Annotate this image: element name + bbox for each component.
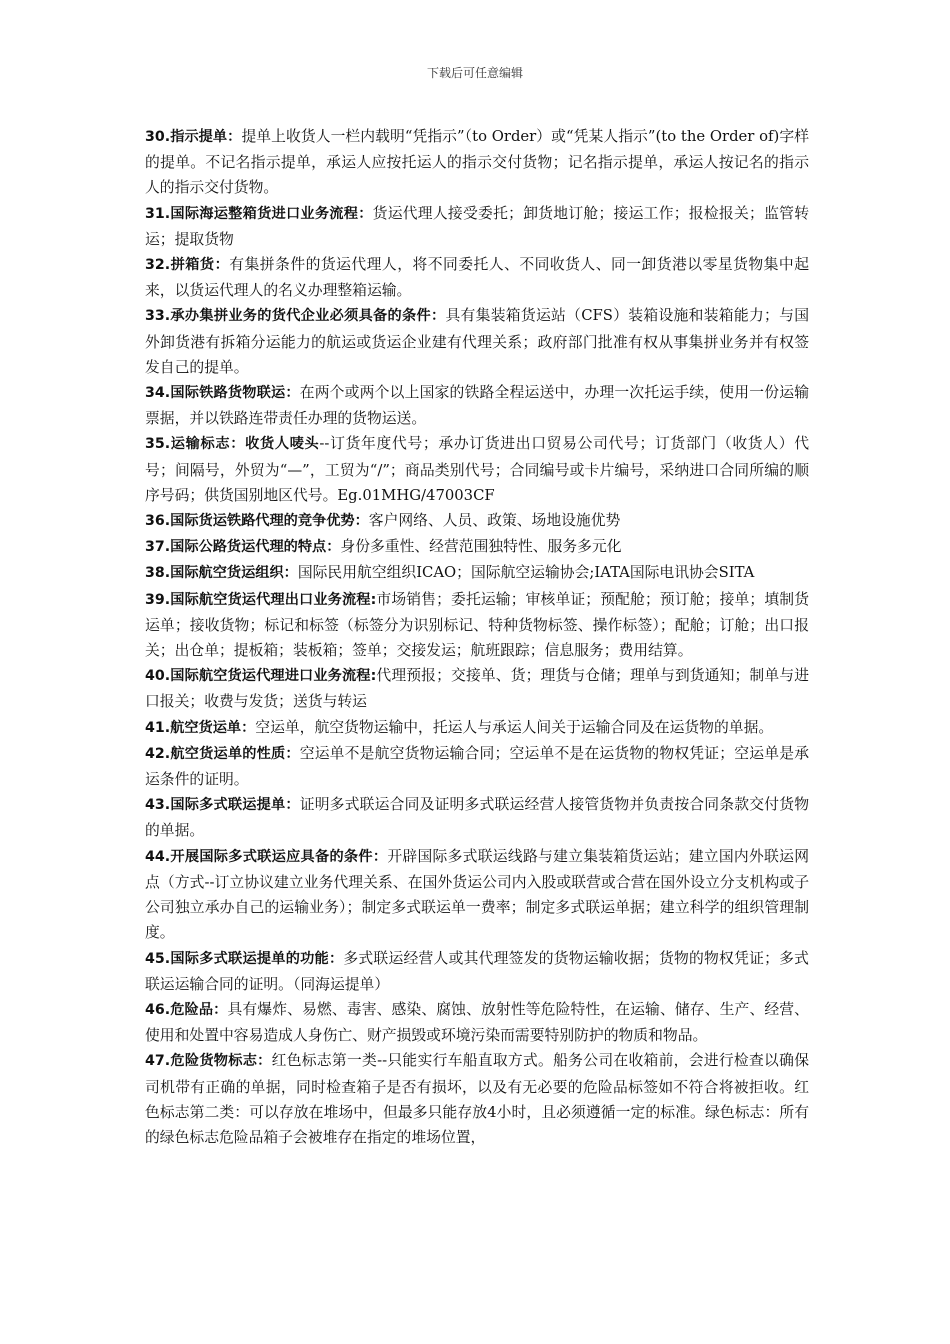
entry-text: 客户网络、人员、政策、场地设施优势 — [368, 512, 621, 530]
entry-term: 33.承办集拼业务的货代企业必须具备的条件： — [145, 308, 446, 325]
entry-30 — [145, 124, 809, 201]
entry-41 — [145, 715, 809, 741]
entry-text: 货运代理人接受委托；卸货地订舱；接运工作；报检报关；监管转运；提取货物 — [145, 204, 809, 248]
entry-text: 国际民用航空组织ICAO；国际航空运输协会;IATA国际电讯协会SITA — [297, 564, 755, 582]
entry-37 — [145, 534, 809, 560]
entry-text: 市场销售；委托运输；审核单证；预配舱；预订舱；接单；填制货运单；接收货物；标记和标签（标签分为识别标记、特种货物标签、操作标签）；配舱；订舱；出口报关；出仓单；提板箱；装板箱；签单；交接发运；航班跟踪；信息服务；费用结算。 — [145, 590, 809, 660]
entry-32 — [145, 252, 809, 303]
entry-term: 43.国际多式联运提单： — [145, 797, 300, 814]
entry-text: 空运单，航空货物运输中，托运人与承运人间关于运输合同及在运货物的单据。 — [255, 718, 774, 736]
entry-38 — [145, 560, 809, 586]
entry-42 — [145, 741, 809, 792]
entry-33 — [145, 303, 809, 380]
entry-text: 证明多式联运合同及证明多式联运经营人接管货物并负责按合同条款交付货物的单据。 — [145, 796, 809, 840]
entry-45 — [145, 946, 809, 997]
entry-43 — [145, 792, 809, 843]
page-header: 下载后可任意编辑 — [426, 66, 523, 80]
entry-term: 30.指示提单： — [145, 129, 242, 145]
entry-text: 具有爆炸、易燃、毒害、感染、腐蚀、放射性等危险特性，在运输、储存、生产、经营、使用和处置中容易造成人身伤亡、财产损毁或环境污染而需要特别防护的物质和物品。 — [145, 1000, 809, 1045]
entry-term: 46.危险品： — [145, 1001, 228, 1018]
entry-34 — [145, 380, 809, 431]
entry-46 — [145, 997, 809, 1048]
entry-text: 多式联运经营人或其代理签发的货物运输收据；货物的物权凭证；多式联运运输合同的证明。（同海运提单） — [145, 949, 809, 993]
entry-31 — [145, 201, 809, 252]
entry-text: 具有集装箱货运站（CFS）装箱设施和装箱能力；与国外卸货港有拆箱分运能力的航运或货运企业建有代理关系；政府部门批准有权从事集拼业务并有权签发自己的提单。 — [145, 307, 809, 376]
entry-term: 32.拼箱货： — [145, 257, 230, 274]
entry-term: 36.国际货运铁路代理的竞争优势： — [145, 513, 369, 530]
entry-47 — [145, 1048, 809, 1150]
entry-text: 空运单不是航空货物运输合同；空运单不是在运货物的物权凭证；空运单是承运条件的证明。 — [145, 744, 809, 789]
entry-35 — [145, 431, 809, 508]
entry-39 — [145, 587, 809, 664]
entry-term: 45.国际多式联运提单的功能： — [145, 950, 344, 967]
entry-term: 35.运输标志：收货人唛头 — [145, 436, 320, 453]
entry-term: 31.国际海运整箱货进口业务流程： — [145, 205, 373, 222]
entry-term: 47.危险货物标志： — [145, 1053, 272, 1070]
entry-term: 40.国际航空货运代理进口业务流程: — [145, 668, 377, 685]
entry-term: 34.国际铁路货物联运： — [145, 385, 300, 402]
entry-text: --订货年度代号；承办订货进出口贸易公司代号；订货部门（收货人）代号；间隔号，外贸为“—”，工贸为“/”；商品类别代号；合同编号或卡片编号，采纳进口合同所编的顺序号码；供货国别地区代号。Eg.01MHG/47003CF — [145, 435, 809, 504]
entry-term: 42.航空货运单的性质： — [145, 745, 300, 762]
entry-term: 44.开展国际多式联运应具备的条件： — [145, 848, 388, 865]
entry-term: 38.国际航空货运组织： — [145, 565, 298, 582]
entry-text: 红色标志第一类--只能实行车船直取方式。船务公司在收箱前，会进行检查以确保司机带有正确的单据，同时检查箱子是否有损坏，以及有无必要的危险品标签如不符合将被拒收。红色标志第二类：可以存放在堆场中，但最多只能存放4小时，且必须遵循一定的标准。绿色标志：所有的绿色标志危险品箱子会被堆存在指定的堆场位置， — [145, 1052, 809, 1146]
entry-44 — [145, 844, 809, 946]
entry-text: 身份多重性、经营范围独特性、服务多元化 — [340, 538, 622, 556]
entry-40 — [145, 663, 809, 714]
entry-36 — [145, 508, 809, 534]
entry-text: 开辟国际多式联运线路与建立集装箱货运站；建立国内外联运网点（方式--订立协议建立业务代理关系、在国外货运公司内入股或联营或合营在国外设立分支机构或子公司独立承办自己的运输业务）；制定多式联运单一费率；制定多式联运单据；建立科学的组织管理制度。 — [145, 847, 809, 942]
entry-term: 41.航空货运单： — [145, 719, 256, 736]
entry-text: 在两个或两个以上国家的铁路全程运送中，办理一次托运手续，使用一份运输票据，并以铁路连带责任办理的货物运送。 — [145, 384, 809, 428]
document-body — [145, 124, 809, 1150]
entry-text: 有集拼条件的货运代理人，将不同委托人、不同收货人、同一卸货港以零星货物集中起来，以货运代理人的名义办理整箱运输。 — [145, 256, 809, 300]
entry-term: 39.国际航空货运代理出口业务流程: — [145, 591, 377, 608]
entry-text: 提单上收货人一栏内载明“凭指示”（to Order）或“凭某人指示”(to the Order of)字样的提单。不记名指示提单，承运人应按托运人的指示交付货物；记名指示提单，承运人按记名的指示人的指示交付货物。 — [145, 128, 810, 197]
entry-term: 37.国际公路货运代理的特点： — [145, 539, 341, 556]
entry-text: 代理预报；交接单、货；理货与仓储；理单与到货通知；制单与进口报关；收费与发货；送货与转运 — [145, 667, 809, 711]
